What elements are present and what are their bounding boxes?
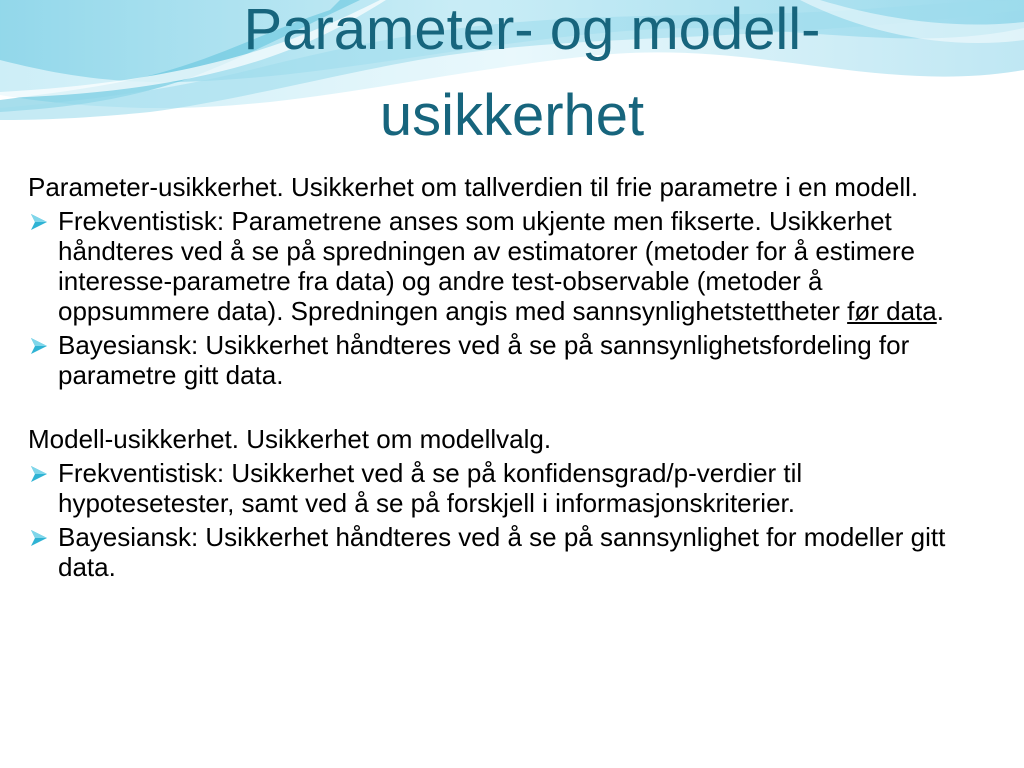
arrowhead-bullet-icon [29,213,49,231]
bullet-frequentist-parameter [28,206,968,326]
arrowhead-bullet-icon [29,465,49,483]
bullet-text: Frekventistisk: Parametrene anses som ukjente men fikserte. Usikkerhet håndteres ved å se på spredningen av estimatorer (metoder for å estimere interesse-parametre fra data) og andre test-observable (metoder å oppsummere data). Spredningen angis med sannsynlighetstettheter [58,206,916,326]
section-spacer [28,390,968,424]
arrowhead-bullet-icon [29,337,49,355]
underlined-term: før data [847,296,937,326]
bullet-bayesian-parameter [28,330,968,390]
bullet-frequentist-model [28,458,968,518]
bullet-text: Bayesiansk: Usikkerhet håndteres ved å se på sannsynlighetsfordeling for parametre gitt data. [58,330,910,390]
bullet-bayesian-model [28,522,968,582]
page-title [0,0,1024,148]
section-heading-parameter-uncertainty: Parameter-usikkerhet. Usikkerhet om tallverdien til frie parametre i en modell. [28,172,919,202]
bullet-text: Frekventistisk: Usikkerhet ved å se på konfidensgrad/p-verdier til hypotesetester, samt ved å se på forskjell i informasjonskriterier. [58,458,803,518]
section-heading-model-uncertainty: Modell-usikkerhet. Usikkerhet om modellvalg. [28,424,552,454]
bullet-text-end: . [936,296,944,326]
bullet-text: Bayesiansk: Usikkerhet håndteres ved å se på sannsynlighet for modeller gitt data. [58,522,946,582]
arrowhead-bullet-icon [29,529,49,547]
title-line-2: usikkerhet [379,83,645,148]
slide-body [28,172,968,582]
title-line-1: Parameter- og modell- [243,0,821,62]
